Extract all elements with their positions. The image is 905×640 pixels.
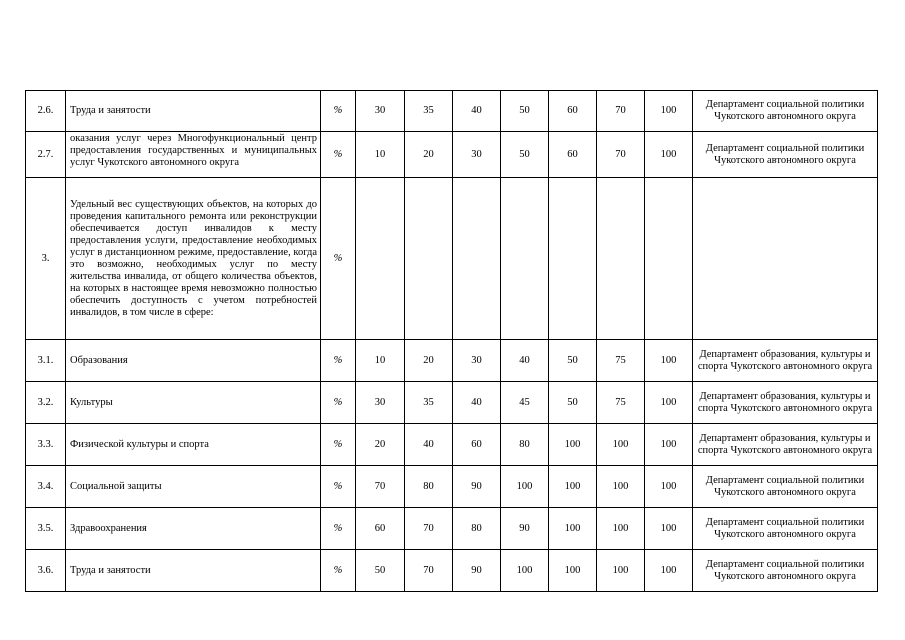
value-cell: 50 bbox=[549, 340, 597, 382]
value-cell: 100 bbox=[549, 508, 597, 550]
value-cell: 30 bbox=[356, 382, 405, 424]
value-cell: 100 bbox=[597, 466, 645, 508]
value-cell: 60 bbox=[549, 132, 597, 178]
value-cell: 100 bbox=[645, 466, 693, 508]
table-row bbox=[26, 424, 878, 466]
value-cell: 40 bbox=[501, 340, 549, 382]
value-cell: 80 bbox=[405, 466, 453, 508]
value-cell: 40 bbox=[405, 424, 453, 466]
table-row bbox=[26, 91, 878, 132]
value-cell: 100 bbox=[597, 424, 645, 466]
indicators-table bbox=[25, 90, 878, 592]
unit-cell: % bbox=[321, 132, 356, 178]
value-cell: 70 bbox=[597, 132, 645, 178]
value-cell: 100 bbox=[549, 424, 597, 466]
value-cell: 35 bbox=[405, 91, 453, 132]
table-row bbox=[26, 178, 878, 340]
value-cell: 70 bbox=[356, 466, 405, 508]
value-cell: 60 bbox=[453, 424, 501, 466]
value-cell bbox=[645, 178, 693, 340]
value-cell: 50 bbox=[501, 91, 549, 132]
unit-cell: % bbox=[321, 550, 356, 592]
value-cell: 70 bbox=[405, 550, 453, 592]
indicator-name: Культуры bbox=[66, 382, 321, 424]
value-cell: 100 bbox=[549, 466, 597, 508]
responsible-department: Департамент социальной политики Чукотского автономного округа bbox=[693, 550, 878, 592]
value-cell: 70 bbox=[597, 91, 645, 132]
value-cell: 90 bbox=[453, 550, 501, 592]
unit-cell: % bbox=[321, 340, 356, 382]
table-row bbox=[26, 508, 878, 550]
row-number: 3.3. bbox=[26, 424, 66, 466]
row-number: 3.1. bbox=[26, 340, 66, 382]
responsible-department: Департамент образования, культуры и спорта Чукотского автономного округа bbox=[693, 382, 878, 424]
table-row bbox=[26, 132, 878, 178]
value-cell: 20 bbox=[356, 424, 405, 466]
value-cell: 20 bbox=[405, 340, 453, 382]
value-cell: 50 bbox=[549, 382, 597, 424]
value-cell: 100 bbox=[645, 508, 693, 550]
value-cell: 10 bbox=[356, 132, 405, 178]
row-number: 3.5. bbox=[26, 508, 66, 550]
row-number: 3.4. bbox=[26, 466, 66, 508]
indicator-name-text: оказания услуг через Многофункциональный центр предоставления государственных и муниципальных услуг Чукотского автономного округа bbox=[70, 133, 317, 168]
value-cell: 100 bbox=[645, 91, 693, 132]
indicator-name bbox=[66, 132, 321, 178]
value-cell: 50 bbox=[501, 132, 549, 178]
row-number: 3.2. bbox=[26, 382, 66, 424]
value-cell bbox=[597, 178, 645, 340]
indicator-name: Образования bbox=[66, 340, 321, 382]
table-row bbox=[26, 550, 878, 592]
value-cell bbox=[501, 178, 549, 340]
value-cell bbox=[549, 178, 597, 340]
row-number: 2.7. bbox=[26, 132, 66, 178]
value-cell bbox=[453, 178, 501, 340]
value-cell: 50 bbox=[356, 550, 405, 592]
table-row bbox=[26, 340, 878, 382]
value-cell: 30 bbox=[356, 91, 405, 132]
unit-cell: % bbox=[321, 91, 356, 132]
responsible-department: Департамент социальной политики Чукотского автономного округа bbox=[693, 132, 878, 178]
indicator-name: Здравоохранения bbox=[66, 508, 321, 550]
value-cell: 70 bbox=[405, 508, 453, 550]
indicator-name: Удельный вес существующих объектов, на которых до проведения капитального ремонта или реконструкции обеспечивается доступ инвалидов к месту предоставления услуги, предоставление необходимых услуг в дистанционном режиме, предоставление, когда это возможно, необходимых услуг по месту жительства инвалида, от общего количества объектов, на которых в настоящее время невозможно полностью обеспечить доступность с учетом потребностей инвалидов, в том числе в сфере: bbox=[66, 178, 321, 340]
row-number: 3.6. bbox=[26, 550, 66, 592]
value-cell: 40 bbox=[453, 91, 501, 132]
value-cell: 90 bbox=[501, 508, 549, 550]
value-cell bbox=[405, 178, 453, 340]
unit-cell: % bbox=[321, 382, 356, 424]
value-cell: 100 bbox=[597, 550, 645, 592]
value-cell: 100 bbox=[501, 466, 549, 508]
indicator-name: Физической культуры и спорта bbox=[66, 424, 321, 466]
responsible-department bbox=[693, 178, 878, 340]
responsible-department: Департамент образования, культуры и спорта Чукотского автономного округа bbox=[693, 424, 878, 466]
value-cell: 40 bbox=[453, 382, 501, 424]
value-cell: 100 bbox=[645, 550, 693, 592]
value-cell: 60 bbox=[549, 91, 597, 132]
responsible-department: Департамент социальной политики Чукотского автономного округа bbox=[693, 466, 878, 508]
responsible-department: Департамент образования, культуры и спорта Чукотского автономного округа bbox=[693, 340, 878, 382]
unit-cell: % bbox=[321, 508, 356, 550]
unit-cell: % bbox=[321, 466, 356, 508]
indicator-name: Труда и занятости bbox=[66, 91, 321, 132]
row-number: 2.6. bbox=[26, 91, 66, 132]
responsible-department: Департамент социальной политики Чукотского автономного округа bbox=[693, 508, 878, 550]
value-cell: 75 bbox=[597, 340, 645, 382]
value-cell: 35 bbox=[405, 382, 453, 424]
indicator-name: Труда и занятости bbox=[66, 550, 321, 592]
unit-cell: % bbox=[321, 424, 356, 466]
responsible-department: Департамент социальной политики Чукотского автономного округа bbox=[693, 91, 878, 132]
indicator-name: Социальной защиты bbox=[66, 466, 321, 508]
value-cell: 100 bbox=[645, 132, 693, 178]
value-cell: 10 bbox=[356, 340, 405, 382]
value-cell: 100 bbox=[549, 550, 597, 592]
value-cell: 100 bbox=[645, 382, 693, 424]
row-number: 3. bbox=[26, 178, 66, 340]
value-cell: 100 bbox=[597, 508, 645, 550]
value-cell: 100 bbox=[645, 340, 693, 382]
unit-cell: % bbox=[321, 178, 356, 340]
value-cell: 80 bbox=[453, 508, 501, 550]
value-cell: 30 bbox=[453, 132, 501, 178]
value-cell: 60 bbox=[356, 508, 405, 550]
table-row bbox=[26, 466, 878, 508]
value-cell: 90 bbox=[453, 466, 501, 508]
value-cell: 100 bbox=[645, 424, 693, 466]
value-cell: 30 bbox=[453, 340, 501, 382]
value-cell: 20 bbox=[405, 132, 453, 178]
value-cell: 80 bbox=[501, 424, 549, 466]
value-cell: 75 bbox=[597, 382, 645, 424]
value-cell: 45 bbox=[501, 382, 549, 424]
table-row bbox=[26, 382, 878, 424]
value-cell bbox=[356, 178, 405, 340]
value-cell: 100 bbox=[501, 550, 549, 592]
